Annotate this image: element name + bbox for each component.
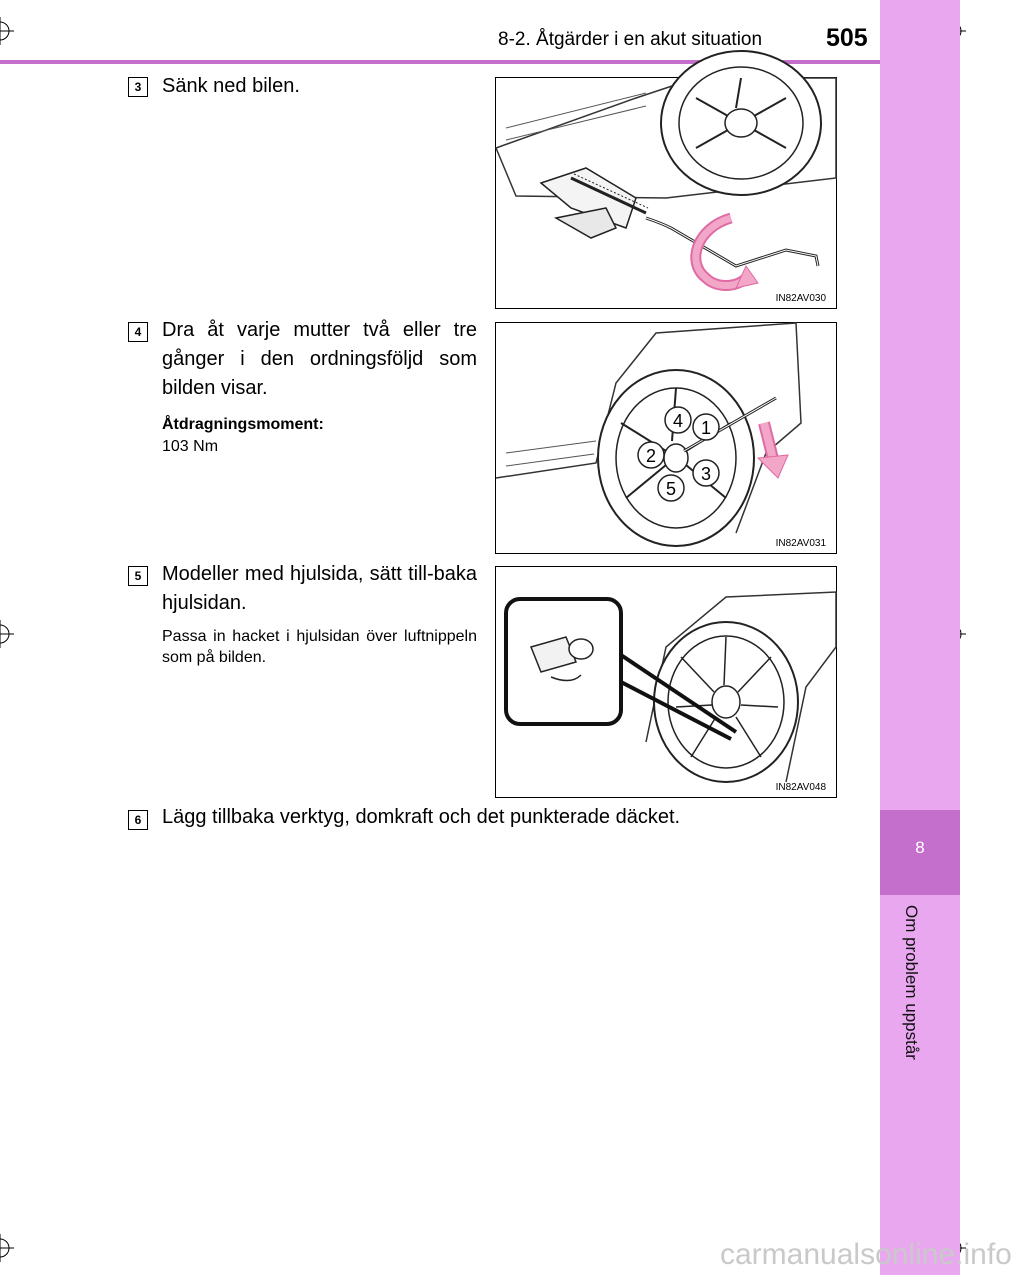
nut-label-1: 1 <box>700 418 712 438</box>
chapter-sidebar <box>880 0 960 1275</box>
torque-label: Åtdragningsmoment: <box>162 416 324 433</box>
torque-value: 103 Nm <box>162 438 219 455</box>
registration-mark-top-left <box>0 17 14 45</box>
step-text: Sänk ned bilen. <box>162 75 300 97</box>
figure-lower-car <box>495 77 837 309</box>
page-number: 505 <box>826 24 868 52</box>
wheel-illustration <box>661 51 821 195</box>
chapter-title: Om problem uppstår <box>902 905 921 1060</box>
nut-label-3: 3 <box>700 464 712 484</box>
step-text: Modeller med hjulsida, sätt till-baka hjulsidan. <box>162 563 477 614</box>
step-number-box: 5 <box>128 566 148 586</box>
figure-code: IN82AV030 <box>775 293 826 304</box>
nut-label-2: 2 <box>645 446 657 466</box>
step-number-box: 6 <box>128 810 148 830</box>
step-number-box: 4 <box>128 322 148 342</box>
figure-code: IN82AV031 <box>775 538 826 549</box>
jack-handle-illustration <box>646 218 818 266</box>
step-note: Passa in hacket i hjulsidan över luftnippeln som på bilden. <box>162 628 477 666</box>
step-text: Lägg tillbaka verktyg, domkraft och det punkterade däcket. <box>162 806 681 828</box>
nut-label-4: 4 <box>672 411 684 431</box>
wheel-cover-illustration <box>654 622 798 782</box>
chapter-number: 8 <box>915 838 925 857</box>
step-number-box: 3 <box>128 77 148 97</box>
figure-tighten-nuts <box>495 322 837 554</box>
watermark: carmanualsonline.info <box>720 1238 1012 1271</box>
jack-illustration <box>541 168 648 238</box>
figure-wheel-cover <box>495 566 837 798</box>
wheel-illustration <box>598 370 754 546</box>
registration-mark-bottom-left <box>0 1234 14 1262</box>
step-text: Dra åt varje mutter två eller tre gånger i den ordningsföljd som bilden visar. <box>162 319 477 399</box>
section-title: 8-2. Åtgärder i en akut situation <box>498 29 763 50</box>
nut-label-5: 5 <box>665 479 677 499</box>
registration-mark-mid-left <box>0 620 14 648</box>
figure-code: IN82AV048 <box>775 782 826 793</box>
